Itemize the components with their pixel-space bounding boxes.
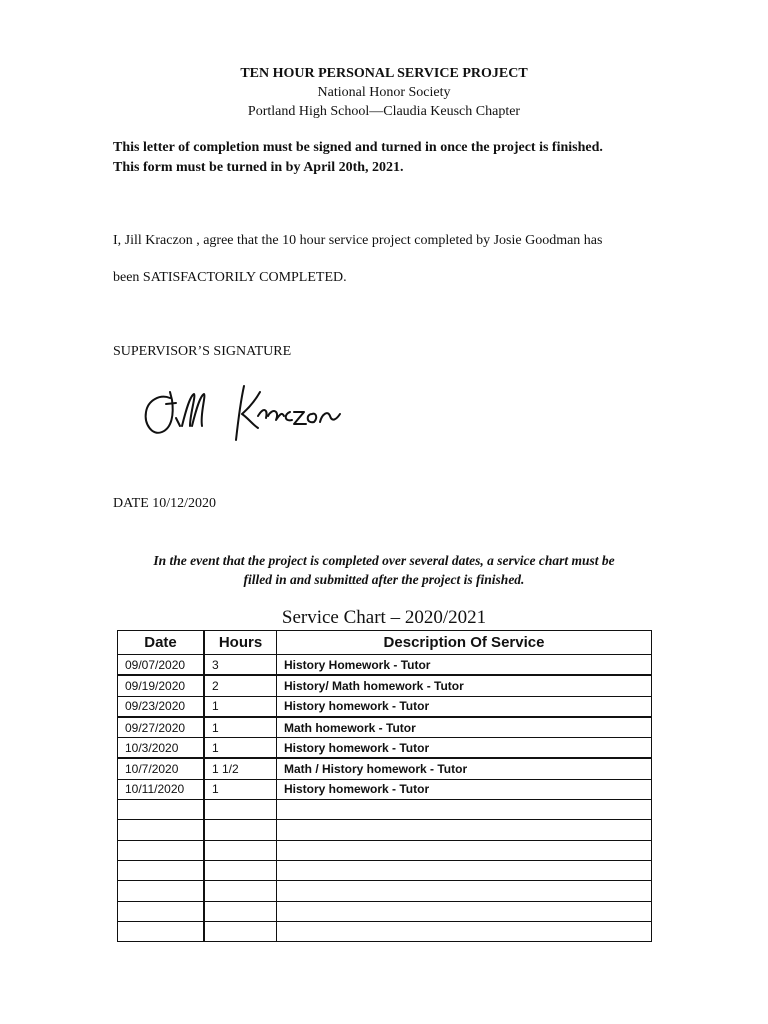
signature-label: SUPERVISOR’S SIGNATURE	[113, 344, 292, 359]
row-date	[118, 800, 205, 820]
table-row	[118, 860, 652, 880]
table-row	[118, 675, 652, 696]
row-date	[118, 840, 205, 860]
row-date: 09/07/2020	[118, 655, 205, 676]
header-description: Description Of Service	[277, 631, 652, 655]
row-hours: 2	[204, 675, 277, 696]
row-date	[118, 901, 205, 921]
instruction-line-2: This form must be turned in by April 20th, 2021.	[113, 160, 404, 175]
table-row	[118, 717, 652, 738]
row-date	[118, 881, 205, 901]
row-date: 09/19/2020	[118, 675, 205, 696]
row-description	[277, 921, 652, 941]
row-hours: 1	[204, 779, 277, 799]
row-hours: 1 1/2	[204, 758, 277, 779]
organization-name: National Honor Society	[317, 85, 451, 100]
row-description	[277, 840, 652, 860]
note-line-1: In the event that the project is completed over several dates, a service chart must be	[153, 553, 615, 568]
agreement-line-1: I, Jill Kraczon , agree that the 10 hour service project completed by Josie Goodman has	[113, 233, 603, 248]
table-row	[118, 901, 652, 921]
service-chart-title: Service Chart – 2020/2021	[281, 607, 487, 628]
row-hours	[204, 800, 277, 820]
row-date: 10/11/2020	[118, 779, 205, 799]
row-description	[277, 881, 652, 901]
handwritten-signature	[140, 370, 350, 450]
service-chart-note	[100, 551, 668, 589]
row-date	[118, 860, 205, 880]
row-date: 09/23/2020	[118, 696, 205, 717]
table-row	[118, 696, 652, 717]
table-row	[118, 758, 652, 779]
table-row	[118, 738, 652, 759]
chapter-name: Portland High School—Claudia Keusch Chapter	[247, 104, 521, 119]
instruction-line-1: This letter of completion must be signed and turned in once the project is finished.	[113, 140, 603, 155]
table-header-row	[118, 631, 652, 655]
row-date	[118, 820, 205, 840]
row-date: 09/27/2020	[118, 717, 205, 738]
row-hours: 1	[204, 738, 277, 759]
row-hours	[204, 901, 277, 921]
row-description: Math homework - Tutor	[277, 717, 652, 738]
row-hours	[204, 881, 277, 901]
row-hours: 3	[204, 655, 277, 676]
row-description: Math / History homework - Tutor	[277, 758, 652, 779]
row-hours	[204, 840, 277, 860]
table-row	[118, 840, 652, 860]
header-hours: Hours	[204, 631, 277, 655]
header-date: Date	[118, 631, 205, 655]
row-hours	[204, 860, 277, 880]
row-description	[277, 800, 652, 820]
table-row	[118, 655, 652, 676]
row-hours	[204, 820, 277, 840]
row-hours	[204, 921, 277, 941]
service-chart-table	[117, 630, 652, 942]
row-hours: 1	[204, 696, 277, 717]
row-date: 10/7/2020	[118, 758, 205, 779]
table-row	[118, 921, 652, 941]
row-description: History homework - Tutor	[277, 779, 652, 799]
agreement-line-2: been SATISFACTORILY COMPLETED.	[113, 270, 347, 285]
table-row	[118, 800, 652, 820]
row-description: History/ Math homework - Tutor	[277, 675, 652, 696]
row-description	[277, 820, 652, 840]
row-description: History homework - Tutor	[277, 738, 652, 759]
row-description: History homework - Tutor	[277, 696, 652, 717]
row-hours: 1	[204, 717, 277, 738]
row-date: 10/3/2020	[118, 738, 205, 759]
row-description	[277, 901, 652, 921]
document-title: TEN HOUR PERSONAL SERVICE PROJECT	[240, 66, 528, 81]
table-row	[118, 820, 652, 840]
row-date	[118, 921, 205, 941]
note-line-2: filled in and submitted after the project is finished.	[243, 572, 525, 587]
row-description	[277, 860, 652, 880]
date-field: DATE 10/12/2020	[113, 496, 217, 511]
table-row	[118, 881, 652, 901]
table-row	[118, 779, 652, 799]
row-description: History Homework - Tutor	[277, 655, 652, 676]
